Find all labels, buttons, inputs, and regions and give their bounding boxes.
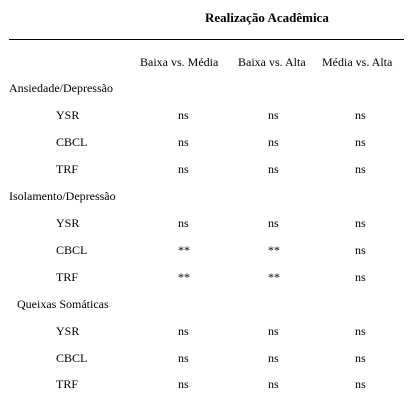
section-row [0, 81, 412, 101]
row-label: CBCL [56, 243, 88, 257]
column-header-media-vs-alta: Média vs. Alta [322, 55, 393, 69]
table-cell: ns [268, 162, 279, 176]
table-cell: ns [268, 324, 279, 338]
table-cell: ns [355, 243, 366, 257]
table-row [0, 377, 412, 397]
table-row [0, 108, 412, 128]
table-cell: ns [355, 351, 366, 365]
table-cell: ** [178, 270, 190, 284]
section-row [0, 297, 412, 317]
table-cell: ** [268, 270, 280, 284]
table-cell: ns [355, 324, 366, 338]
table-row [0, 324, 412, 344]
table-cell: ns [268, 108, 279, 122]
table-cell: ns [178, 377, 189, 391]
row-label: YSR [56, 108, 80, 122]
row-label: YSR [56, 216, 80, 230]
table-cell: ns [178, 351, 189, 365]
table-row [0, 162, 412, 182]
row-label: CBCL [56, 351, 88, 365]
table-cell: ns [355, 162, 366, 176]
section-label-ansiedade-depressao: Ansiedade/Depressão [9, 81, 113, 95]
row-label: CBCL [56, 135, 88, 149]
table-cell: ** [178, 243, 190, 257]
section-label-isolamento-depressao: Isolamento/Depressão [9, 189, 116, 203]
section-row [0, 189, 412, 209]
table-row [0, 351, 412, 371]
table-cell: ns [178, 108, 189, 122]
table-cell: ns [355, 216, 366, 230]
table-row [0, 270, 412, 290]
table-row [0, 216, 412, 236]
column-header-baixa-vs-alta: Baixa vs. Alta [238, 55, 306, 69]
row-label: TRF [56, 377, 79, 391]
table-cell: ns [178, 324, 189, 338]
column-header-baixa-vs-media: Baixa vs. Média [140, 55, 219, 69]
row-label: YSR [56, 324, 80, 338]
table-cell: ns [355, 108, 366, 122]
table-cell: ns [178, 135, 189, 149]
section-label-queixas-somaticas: Queixas Somáticas [17, 297, 109, 311]
table-cell: ns [355, 270, 366, 284]
row-label: TRF [56, 270, 79, 284]
table-cell: ns [178, 162, 189, 176]
table-cell: ** [268, 243, 280, 257]
table-cell: ns [268, 351, 279, 365]
header-rule [9, 39, 404, 40]
table-title: Realização Acadêmica [205, 10, 329, 25]
table-cell: ns [355, 135, 366, 149]
table-cell: ns [355, 377, 366, 391]
table-cell: ns [268, 135, 279, 149]
table-cell: ns [268, 377, 279, 391]
row-label: TRF [56, 162, 79, 176]
table-row [0, 243, 412, 263]
table-cell: ns [268, 216, 279, 230]
table-cell: ns [178, 216, 189, 230]
table-row [0, 135, 412, 155]
